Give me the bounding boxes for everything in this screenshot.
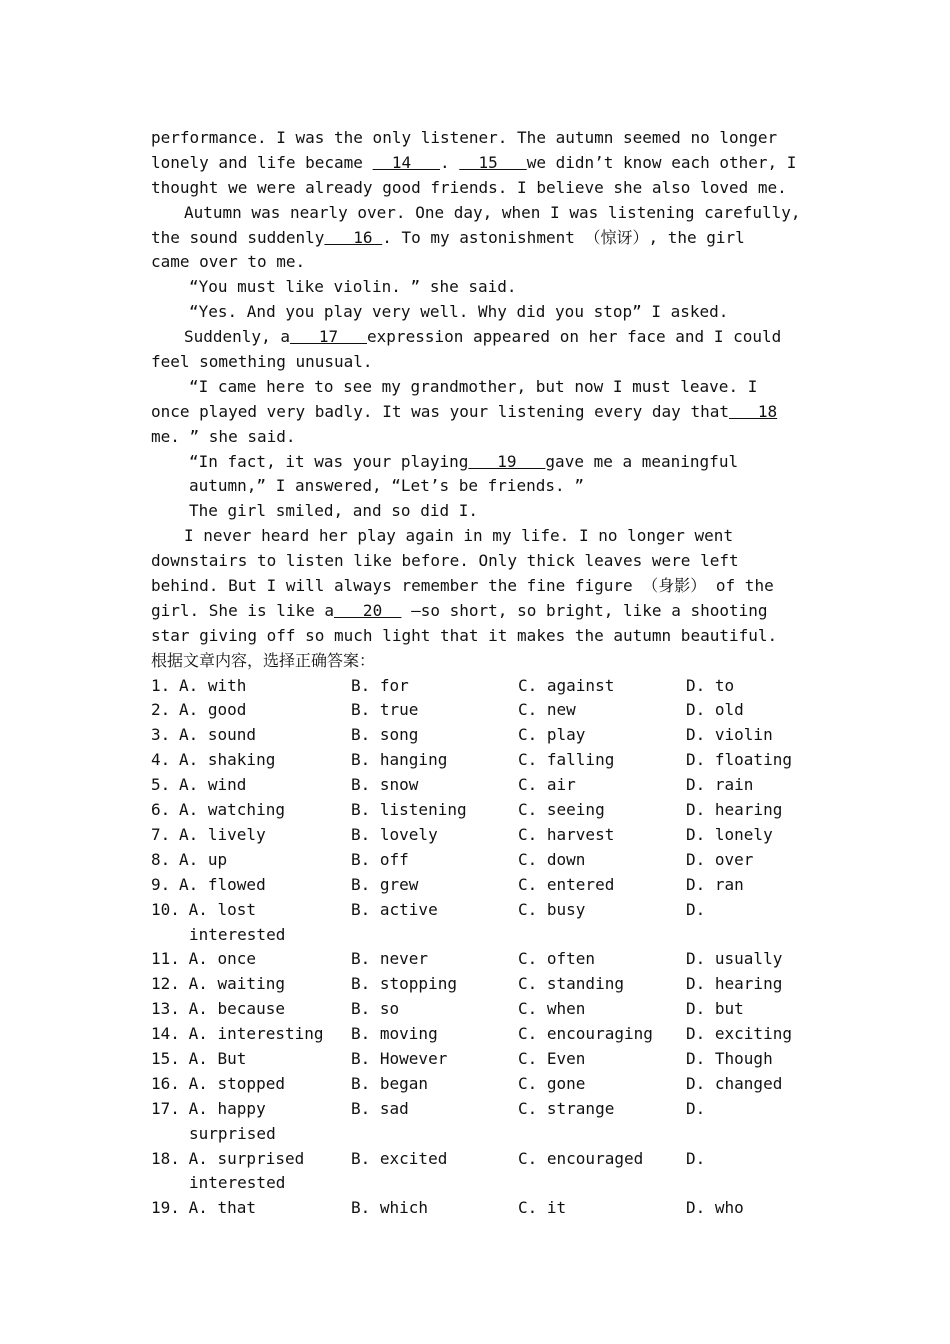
option-a[interactable]: A. watching [179,800,285,820]
option-c[interactable]: C. entered [518,874,615,894]
option-c[interactable]: C. standing [518,974,624,994]
option-d[interactable]: D. Though [686,1048,773,1068]
option-a[interactable]: A. good [179,700,247,720]
passage-line: thought we were already good friends. I believe she also loved me. [151,177,787,197]
option-a[interactable]: A. surprised [179,1148,305,1168]
option-c[interactable]: C. Even [518,1048,586,1068]
text: Suddenly, a [184,327,290,347]
dialogue-line: “You must like violin. ” she said. [189,277,517,297]
option-d[interactable]: D. old [686,700,744,720]
option-a[interactable]: A. flowed [179,874,266,894]
question-number: 4. [151,750,171,770]
blank-15: 15 [459,152,527,172]
text: . To my astonishment （惊讶）, the girl [382,227,745,247]
option-a-continuation: interested [189,1173,286,1193]
question-number: 16. [151,1073,180,1093]
option-b[interactable]: B. lovely [351,824,438,844]
question-row [151,972,811,997]
option-c[interactable]: C. air [518,775,576,795]
option-b[interactable]: B. sad [351,1098,409,1118]
option-b[interactable]: B. moving [351,1024,438,1044]
option-a[interactable]: A. interesting [179,1024,324,1044]
option-b[interactable]: B. hanging [351,750,448,770]
option-d[interactable]: D. to [686,675,735,695]
passage-line: star giving off so much light that it makes the autumn beautiful. [151,625,778,645]
question-number: 5. [151,775,171,795]
option-a[interactable]: A. up [179,849,228,869]
question-row [151,997,811,1022]
option-d[interactable]: D. hearing [686,974,783,994]
blank-14: 14 [372,152,440,172]
option-a[interactable]: A. lost [179,899,257,919]
option-b[interactable]: B. However [351,1048,448,1068]
option-c[interactable]: C. when [518,999,586,1019]
dialogue-line: “Yes. And you play very well. Why did you stop” I asked. [189,302,729,322]
option-d[interactable]: D. lonely [686,824,773,844]
question-number: 15. [151,1048,180,1068]
option-c[interactable]: C. play [518,725,586,745]
question-row [151,947,811,972]
question-row [151,773,811,798]
passage-line: downstairs to listen like before. Only thick leaves were left [151,551,739,571]
question-number: 11. [151,949,180,969]
option-d[interactable]: D. over [686,849,754,869]
option-b[interactable]: B. excited [351,1148,448,1168]
option-a[interactable]: A. wind [179,775,247,795]
question-row [151,798,811,823]
passage-line [151,599,811,624]
blank-16: 16 [324,227,383,247]
option-b[interactable]: B. grew [351,874,419,894]
question-row [151,848,811,873]
passage-line: performance. I was the only listener. The autumn seemed no longer [151,128,778,147]
passage-line: me. ” she said. [151,426,296,446]
question-number: 6. [151,800,171,820]
text: expression appeared on her face and I could [367,327,782,347]
option-d[interactable]: D. usually [686,949,783,969]
option-a[interactable]: A. waiting [179,974,285,994]
blank-18: 18 [728,401,778,421]
passage-line [151,400,811,425]
option-d[interactable]: D. exciting [686,1024,792,1044]
question-row [151,1047,811,1072]
text: girl. She is like a [151,600,335,620]
question-number: 3. [151,725,171,745]
passage-line: came over to me. [151,252,306,272]
question-row [151,1022,811,1047]
text: lonely and life became [151,152,373,172]
option-d[interactable]: D. ran [686,874,744,894]
question-row [151,698,811,723]
question-number: 1. [151,675,171,695]
option-a[interactable]: A. because [179,999,285,1019]
question-number: 2. [151,700,171,720]
option-b[interactable]: B. began [351,1073,429,1093]
option-c[interactable]: C. down [518,849,586,869]
option-b[interactable]: B. which [351,1198,429,1218]
text: once played very badly. It was your listening every day that [151,401,729,421]
option-c[interactable]: C. encouraging [518,1024,653,1044]
option-a[interactable]: A. that [179,1198,257,1218]
question-row [151,674,811,699]
option-d[interactable]: D. [686,1148,706,1168]
option-d[interactable]: D. who [686,1198,744,1218]
option-a-continuation: surprised [189,1123,276,1143]
instruction: 根据文章内容，选择正确答案： [151,650,376,670]
option-c[interactable]: C. busy [518,899,586,919]
question-row [151,823,811,848]
question-number: 18. [151,1148,180,1168]
blank-17: 17 [289,327,368,347]
dialogue-line: autumn,” I answered, “Let’s be friends. ” [189,476,584,496]
option-c[interactable]: C. harvest [518,824,615,844]
option-b[interactable]: B. stopping [351,974,457,994]
dialogue-line: “I came here to see my grandmother, but now I must leave. I [189,376,758,396]
option-b[interactable]: B. active [351,899,438,919]
question-number: 14. [151,1024,180,1044]
text: —so short, so bright, like a shooting [401,600,768,620]
question-row [151,873,811,898]
option-d[interactable]: D. but [686,999,744,1019]
option-b[interactable]: B. snow [351,775,419,795]
option-b[interactable]: B. so [351,999,400,1019]
question-row [151,898,811,923]
option-d[interactable]: D. [686,899,706,919]
passage-line: feel something unusual. [151,352,373,372]
option-c[interactable]: C. strange [518,1098,615,1118]
text: the sound suddenly [151,227,325,247]
text: gave me a meaningful [545,451,739,471]
option-c[interactable]: C. often [518,949,596,969]
option-c[interactable]: C. it [518,1198,567,1218]
passage-line: I never heard her play again in my life. I no longer went [184,526,734,546]
passage-line [151,226,811,251]
option-b[interactable]: B. never [351,949,429,969]
question-number: 13. [151,999,180,1019]
option-a[interactable]: A. stopped [179,1073,285,1093]
option-c[interactable]: C. encouraged [518,1148,644,1168]
option-c[interactable]: C. falling [518,750,615,770]
passage-line [151,151,811,176]
blank-20: 20 [334,600,402,620]
option-a[interactable]: A. lively [179,824,266,844]
option-b[interactable]: B. song [351,725,419,745]
option-d[interactable]: D. floating [686,750,792,770]
question-number: 9. [151,874,171,894]
question-number: 7. [151,824,171,844]
question-row [151,1097,811,1122]
text: we didn’t know each other, I [526,152,797,172]
question-row [151,748,811,773]
option-d[interactable]: D. [686,1098,706,1118]
option-a-continuation: interested [189,924,286,944]
question-row [151,1072,811,1097]
option-d[interactable]: D. hearing [686,800,783,820]
option-b[interactable]: B. for [351,675,409,695]
option-a[interactable]: A. happy [179,1098,266,1118]
passage-line: Autumn was nearly over. One day, when I was listening carefully, [184,202,801,222]
option-d[interactable]: D. violin [686,725,773,745]
question-list [151,674,811,1222]
text: . [440,152,460,172]
text: “In fact, it was your playing [189,451,469,471]
document-page [151,126,811,1221]
question-row [151,723,811,748]
option-a[interactable]: A. sound [179,725,257,745]
question-row [151,1196,811,1221]
blank-19: 19 [468,451,546,471]
question-number: 19. [151,1198,180,1218]
option-d[interactable]: D. rain [686,775,754,795]
option-a[interactable]: A. shaking [179,750,276,770]
option-a[interactable]: A. with [179,675,247,695]
passage-line [151,325,811,350]
option-a[interactable]: A. But [179,1048,247,1068]
option-a[interactable]: A. once [179,949,257,969]
question-number: 10. [151,899,180,919]
passage-line: The girl smiled, and so did I. [189,501,478,521]
question-number: 8. [151,849,171,869]
option-d[interactable]: D. changed [686,1073,783,1093]
option-c[interactable]: C. new [518,700,576,720]
question-number: 12. [151,974,180,994]
option-b[interactable]: B. listening [351,800,467,820]
question-row [151,1147,811,1172]
option-c[interactable]: C. seeing [518,800,605,820]
dialogue-line [151,450,811,475]
question-number: 17. [151,1098,180,1118]
passage-line: behind. But I will always remember the fine figure （身影） of the [151,576,774,596]
option-b[interactable]: B. true [351,700,419,720]
option-c[interactable]: C. gone [518,1073,586,1093]
option-c[interactable]: C. against [518,675,615,695]
option-b[interactable]: B. off [351,849,409,869]
